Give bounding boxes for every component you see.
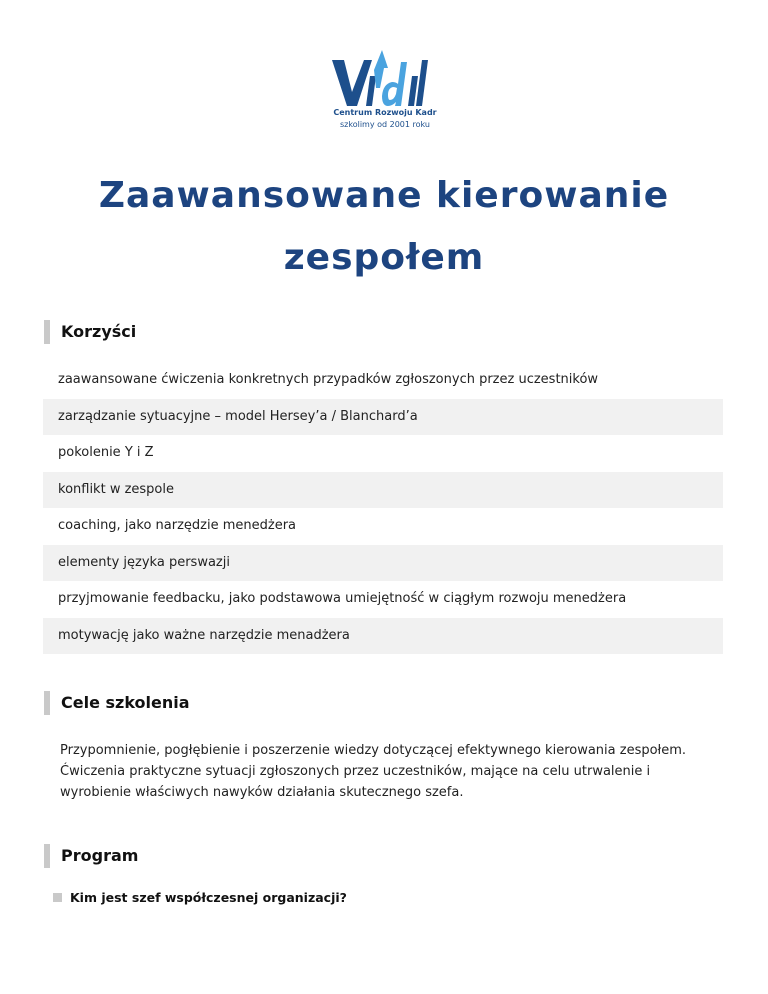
logo-subtagline: szkolimy od 2001 roku (339, 120, 430, 129)
square-bullet-icon (53, 893, 62, 902)
list-item: coaching, jako narzędzie menedżera (58, 518, 297, 533)
list-item: zarządzanie sytuacyjne – model Hersey’a / Blanchard’a (43, 399, 723, 436)
page-title-line2: zespołem (283, 237, 485, 278)
benefits-heading: Korzyści (44, 320, 136, 344)
program-heading: Program (44, 844, 138, 868)
list-item: elementy języka perswazji (43, 545, 723, 582)
logo-tagline: Centrum Rozwoju Kadr (333, 108, 437, 117)
list-item: motywację jako ważne narzędzie menadżera (43, 618, 723, 655)
benefits-list (43, 362, 723, 654)
goals-text: Przypomnienie, pogłębienie i poszerzenie wiedzy dotyczącej efektywnego kierowania zespołem. Ćwiczenia praktyczne sytuacji zgłoszonych przez uczestników, mające na celu utrwalenie i wyrobienie właściwych nawyków działania skutecznego szefa. (60, 743, 687, 800)
list-item: konflikt w zespole (43, 472, 723, 509)
program-item-label: Kim jest szef współczesnej organizacji? (70, 890, 347, 905)
list-item: zaawansowane ćwiczenia konkretnych przypadków zgłoszonych przez uczestników (58, 372, 599, 387)
vidi-logo (330, 48, 440, 130)
program-item (53, 890, 347, 905)
list-item: pokolenie Y i Z (58, 445, 154, 460)
page-title (0, 165, 768, 289)
goals-heading: Cele szkolenia (44, 691, 190, 715)
list-item: przyjmowanie feedbacku, jako podstawowa umiejętność w ciągłym rozwoju menedżera (58, 591, 627, 606)
page-title-line1: Zaawansowane kierowanie (98, 175, 670, 216)
